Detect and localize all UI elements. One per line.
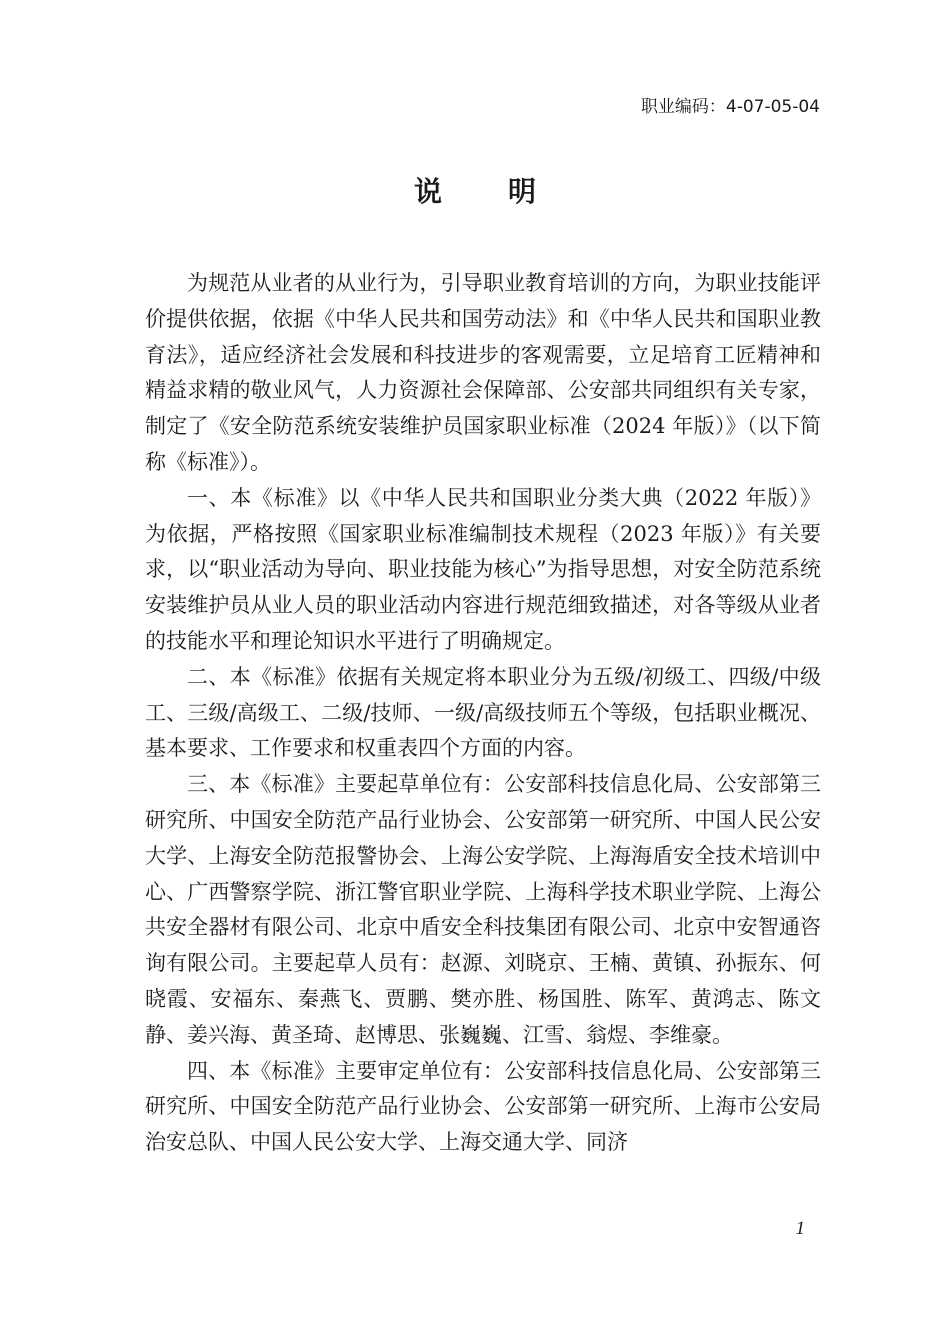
occupation-code: 职业编码：4-07-05-04 bbox=[640, 97, 820, 117]
page-number: 1 bbox=[795, 1218, 805, 1239]
page-title: 说明 bbox=[413, 175, 602, 208]
paragraph-reviewers: 四、本《标准》主要审定单位有：公安部科技信息化局、公安部第三研究所、中国安全防范产品行业协会、公安部第一研究所、上海市公安局治安总队、中国人民公安大学、上海交通大学、同济 bbox=[145, 1058, 821, 1155]
paragraph-levels: 二、本《标准》依据有关规定将本职业分为五级/初级工、四级/中级工、三级/高级工、二级/技师、一级/高级技师五个等级，包括职业概况、基本要求、工作要求和权重表四个方面的内容。 bbox=[145, 664, 821, 761]
document-body bbox=[145, 266, 821, 1161]
paragraph-drafters: 三、本《标准》主要起草单位有：公安部科技信息化局、公安部第三研究所、中国安全防范产品行业协会、公安部第一研究所、中国人民公安大学、上海安全防范报警协会、上海公安学院、上海海盾安全技术培训中心、广西警察学院、浙江警官职业学院、上海科学技术职业学院、上海公共安全器材有限公司、北京中盾安全科技集团有限公司、北京中安智通咨询有限公司。主要起草人员有：赵源、刘晓京、王楠、黄镇、孙振东、何晓霞、安福东、秦燕飞、贾鹏、樊亦胜、杨国胜、陈军、黄鸿志、陈文静、姜兴海、黄圣琦、赵博思、张巍巍、江雪、翁煜、李维豪。 bbox=[145, 772, 821, 1047]
paragraph-intro: 为规范从业者的从业行为，引导职业教育培训的方向，为职业技能评价提供依据，依据《中华人民共和国劳动法》和《中华人民共和国职业教育法》，适应经济社会发展和科技进步的客观需要，立足培育工匠精神和精益求精的敬业风气，人力资源社会保障部、公安部共同组织有关专家，制定了《安全防范系统安装维护员国家职业标准（2024 年版）》（以下简称《标准》）。 bbox=[145, 271, 821, 474]
paragraph-basis: 一、本《标准》以《中华人民共和国职业分类大典（2022 年版）》为依据，严格按照《国家职业标准编制技术规程（2023 年版）》有关要求，以“职业活动为导向、职业技能为核心”为指导思想，对安全防范系统安装维护员从业人员的职业活动内容进行规范细致描述，对各等级从业者的技能水平和理论知识水平进行了明确规定。 bbox=[145, 485, 821, 653]
